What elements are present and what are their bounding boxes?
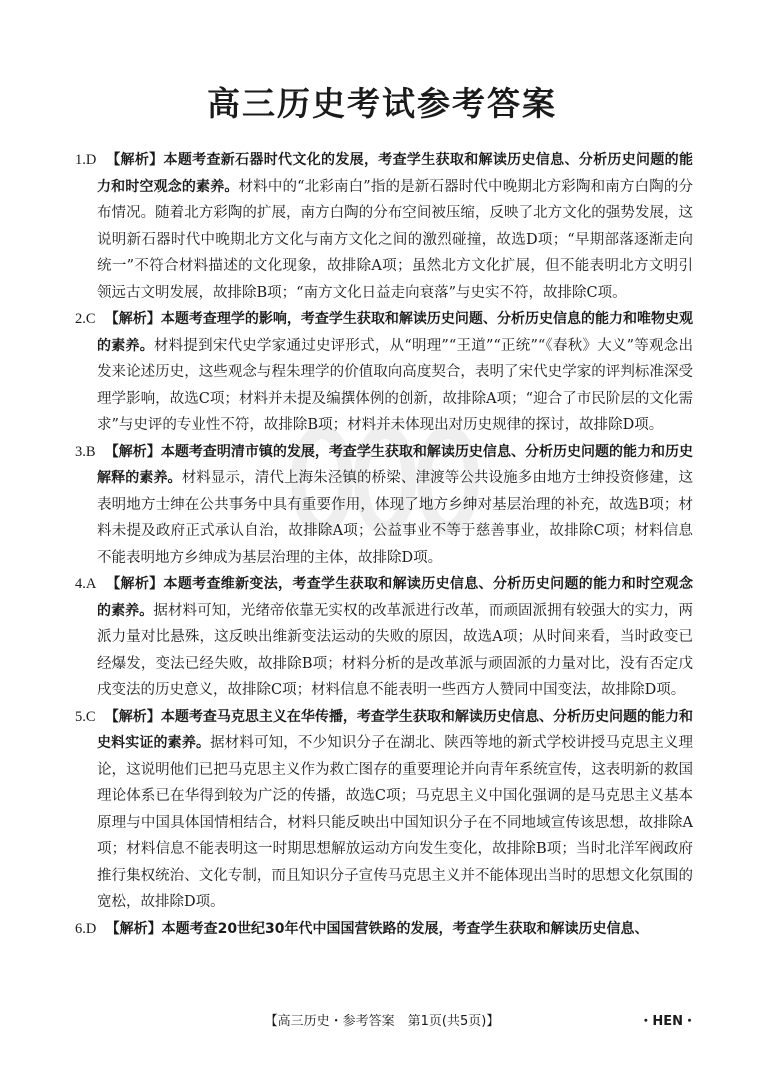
answer-item-6	[75, 916, 693, 943]
answer-body: 材料提到宋代史学家通过史评形式，从“明理”“王道”“正统”“《春秋》大义”等观念出发来论述历史，这些观念与程朱理学的价值取向高度契合，表明了宋代史学家的评判标准深受理学影响，故选C项；材料并未提及编撰体例的创新，故排除A项；“迎合了市民阶层的文化需求”与史评的专业性不符，故排除B项；材料并未体现出对历史规律的探讨，故排除D项。	[97, 337, 693, 433]
analysis-tag: 【解析】	[106, 152, 164, 168]
analysis-tag: 【解析】	[105, 920, 162, 937]
answer-item-1	[75, 147, 693, 306]
answer-lead: 本题考查新石器时代文化的发展，考查学生获取和解读历史信息、分析历史问题的能力和时空观念的素养。	[97, 152, 694, 195]
answer-number: 6.D	[75, 920, 97, 937]
footer-page-info: 【高三历史・参考答案 第1页(共5页)】	[264, 1014, 500, 1029]
footer-code: ・HEN・	[639, 1014, 696, 1029]
page-title: 高三历史考试参考答案	[207, 84, 557, 123]
answer-item-4	[75, 571, 693, 704]
analysis-tag: 【解析】	[104, 311, 161, 327]
answer-lead: 本题考查20世纪30年代中国国营铁路的发展，考查学生获取和解读历史信息、	[161, 920, 649, 937]
answer-number: 2.C	[75, 311, 96, 327]
analysis-tag: 【解析】	[104, 708, 161, 725]
analysis-tag: 【解析】	[104, 443, 161, 460]
analysis-tag: 【解析】	[106, 576, 164, 592]
answer-number: 3.B	[75, 443, 96, 460]
answer-item-2	[75, 306, 693, 439]
answer-lead: 本题考查维新变法，考查学生获取和解读历史信息、分析历史问题的能力和时空观念的素养。	[97, 576, 694, 619]
answer-body: 据材料可知，不少知识分子在湖北、陕西等地的新式学校讲授马克思主义理论，这说明他们已把马克思主义作为救亡图存的重要理论并向青年系统宣传，这表明新的救国理论体系已在华得到较为广泛的传播，故选C项；马克思主义中国化强调的是马克思主义基本原理与中国具体国情相结合，材料只能反映出中国知识分子在不同地域宣传该思想，故排除A项；材料信息不能表明这一时期思想解放运动方向发生变化，故排除B项；当时北洋军阀政府推行集权统治、文化专制，而且知识分子宣传马克思主义并不能体现出当时的思想文化氛围的宽松，故排除D项。	[97, 735, 694, 910]
answer-lead: 本题考查明清市镇的发展，考查学生获取和解读历史信息、分析历史问题的能力和历史解释的素养。	[97, 443, 694, 486]
answer-lead: 本题考查理学的影响，考查学生获取和解读历史问题、分析历史信息的能力和唯物史观的素养。	[97, 311, 694, 354]
answer-number: 5.C	[75, 708, 96, 725]
answer-lead: 本题考查马克思主义在华传播，考查学生获取和解读历史信息、分析历史问题的能力和史料实证的素养。	[97, 708, 694, 751]
answer-body: 据材料可知，光绪帝依靠无实权的改革派进行改革，而顽固派拥有较强大的实力，两派力量对比悬殊，这反映出维新变法运动的失败的原因，故选A项；从时间来看，当时政变已经爆发，变法已经失败，故排除B项；材料分析的是改革派与顽固派的力量对比，没有否定戊戌变法的历史意义，故排除C项；材料信息不能表明一些西方人赞同中国变法，故排除D项。	[97, 602, 694, 698]
answer-number: 4.A	[75, 576, 97, 592]
answer-item-3	[75, 439, 693, 572]
answer-number: 1.D	[75, 152, 97, 168]
answer-list	[75, 147, 693, 942]
answer-item-5	[75, 704, 693, 916]
answer-body: 材料显示，清代上海朱泾镇的桥梁、津渡等公共设施多由地方士绅投资修建，这表明地方士绅在公共事务中具有重要作用，体现了地方乡绅对基层治理的补充，故选B项；材料未提及政府正式承认自治，故排除A项；公益事业不等于慈善事业，故排除C项；材料信息不能表明地方乡绅成为基层治理的主体，故排除D项。	[97, 470, 694, 566]
answer-body: 材料中的“北彩南白”指的是新石器时代中晚期北方彩陶和南方白陶的分布情况。随着北方彩陶的扩展，南方白陶的分布空间被压缩，反映了北方文化的强势发展，这说明新石器时代中晚期北方文化与南方文化之间的激烈碰撞，故选D项；“早期部落逐渐走向统一”不符合材料描述的文化现象，故排除A项；虽然北方文化扩展，但不能表明北方文明引领远古文明发展，故排除B项；“南方文化日益走向衰落”与史实不符，故排除C项。	[97, 178, 694, 301]
